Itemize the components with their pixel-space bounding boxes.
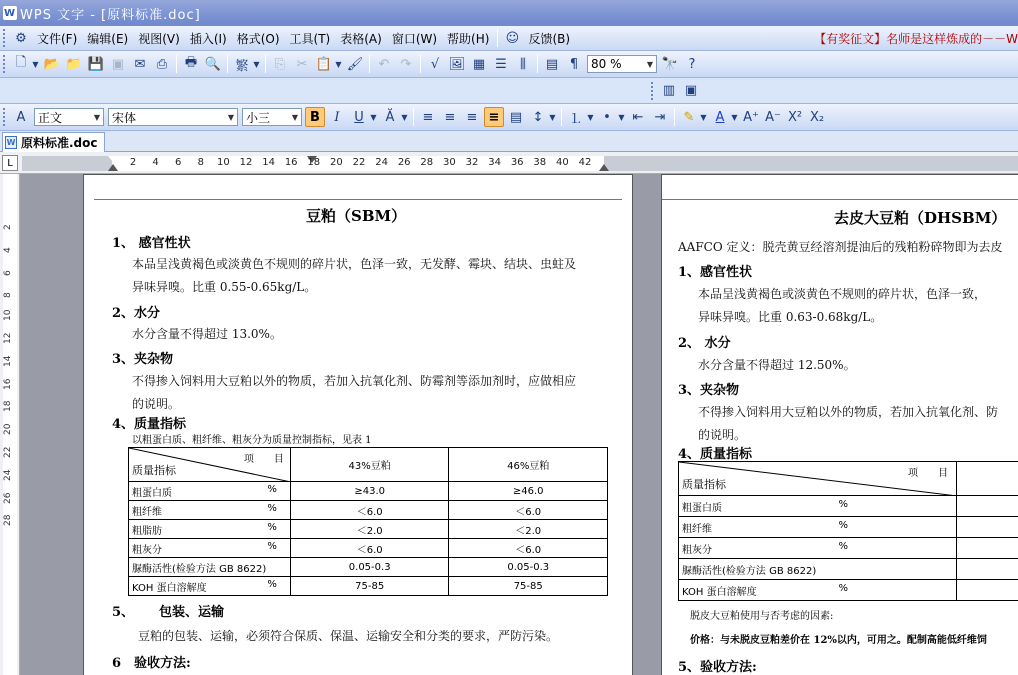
section-heading: 4、质量指标 [678,447,753,462]
body-text: 本品呈浅黄褐色或淡黄色不规则的碎片状，色泽一致，无发酵、霉块、结块、虫蛀及 [132,257,577,271]
show-marks-icon[interactable]: ¶ [569,56,579,72]
export-pdf-icon[interactable]: ⎙ [156,56,168,72]
ruler-tick-label: 20 [3,423,13,436]
superscript-icon[interactable]: X² [787,109,803,125]
corner-top-label: 项 目 [243,454,284,465]
menu-format[interactable]: 格式(O) [236,31,280,46]
char-shading-icon[interactable]: Ă [385,109,395,125]
document-canvas[interactable] [20,174,1018,675]
shrink-font-icon[interactable]: A⁻ [765,109,781,125]
table-cell [129,520,291,539]
ruler-tick-label: 28 [3,514,13,527]
send-mail-icon[interactable]: ✉ [134,56,146,72]
menu-bar [0,26,1018,51]
toolbar-grip[interactable] [3,108,7,126]
font-size-dropdown-icon[interactable]: ▼ [291,112,299,122]
ruler-tick-label: 40 [556,157,569,168]
table-cell [129,577,291,596]
traditional-chinese-icon[interactable]: 繁 [235,58,249,74]
ruler-tick-label: 24 [3,469,13,481]
toolbar-separator [176,55,177,73]
section-heading: 2、水分 [112,306,161,321]
new-dropdown-icon[interactable]: ▼ [32,59,39,69]
row-unit: % [838,519,849,531]
table-cell [679,538,957,559]
ruler-tick-label: 16 [284,157,298,168]
row-unit: % [267,578,277,590]
font-size-select[interactable] [242,108,302,126]
table-row [679,517,1018,538]
toolbar-grip[interactable] [651,82,655,100]
bullets-dropdown-icon[interactable]: ▼ [618,112,625,122]
menu-view[interactable]: 视图(V) [138,31,180,46]
row-unit: % [267,521,277,533]
body-text: 的说明。 [698,428,747,442]
row-name: 脲酶活性(检验方法 GB 8622) [132,563,267,575]
right-indent-marker[interactable] [599,164,609,171]
ruler-tick-label: 18 [307,157,321,168]
row-name: KOH 蛋白溶解度 [132,582,207,594]
toolbar-separator [674,108,675,126]
table-cell [957,496,1018,517]
align-right-icon[interactable]: ≡ [466,109,478,125]
ruler-tick-label: 38 [533,157,547,168]
definition-text: AAFCO 定义：脱壳黄豆经溶剂提油后的残粕粉碎物即为去皮 [678,240,1003,254]
window-title: WPS 文字 - [原料标准.doc] [20,7,201,23]
style-value: 正文 [38,110,63,125]
document-tab-bar [0,131,1018,152]
copy-icon[interactable]: ⎘ [274,56,286,72]
row-unit: % [267,540,277,552]
note-text: 价格：与未脱皮豆粕差价在 12%以内，可用之。配制高能低纤维饲 [690,635,987,646]
horizontal-ruler-row [0,152,1018,174]
ruler-tick-label: 30 [443,157,456,168]
toolbar-grip[interactable] [3,55,7,73]
document-page-1[interactable] [83,174,633,675]
help-icon[interactable]: ? [688,56,696,72]
italic-icon[interactable]: I [334,109,340,125]
grow-font-icon[interactable]: A⁺ [743,109,759,125]
row-name: 粗纤维 [682,523,712,535]
toolbar-separator [561,108,562,126]
table-header-row [679,462,1018,496]
table-cell: 0.05-0.3 [449,558,608,577]
body-text: 的说明。 [132,397,181,411]
menu-help[interactable]: 帮助(H) [447,31,490,46]
table-grid-icon[interactable]: ☰ [495,56,507,72]
body-text: 水分含量不得超过 13.0%。 [132,327,282,341]
body-text: 豆粕的包装、运输，必须符合保质、保温、运输安全和分类的要求，严防污染。 [138,629,559,643]
formula-icon[interactable]: √ [430,56,440,72]
ruler-tick-label: 12 [239,157,253,168]
section-heading: 2、 水分 [678,336,731,351]
row-name: 粗灰分 [682,544,712,556]
row-name: KOH 蛋白溶解度 [682,586,757,598]
ruler-tick-label: 22 [352,157,366,168]
tab-document-label: 原料标准.doc [21,136,98,150]
table-cell [957,517,1018,538]
ruler-tick-label: 4 [152,157,159,168]
menu-window[interactable]: 窗口(W) [391,31,438,46]
underline-dropdown-icon[interactable]: ▼ [370,112,377,122]
table-cell [129,558,291,577]
line-spacing-dropdown-icon[interactable]: ▼ [549,112,556,122]
vertical-ruler[interactable] [0,174,20,675]
page-header-line [662,199,1018,200]
increase-indent-icon[interactable]: ⇥ [654,109,666,125]
row-unit: % [267,502,277,514]
toolbar-separator [227,55,228,73]
zoom-dropdown-icon[interactable]: ▼ [646,59,654,69]
table-cell: ≥43.0 [290,482,449,501]
table-row [129,539,608,558]
save-icon[interactable]: 💾 [87,56,105,72]
table-cell [679,496,957,517]
paste-icon[interactable]: 📋 [315,56,333,72]
paste-dropdown-icon[interactable]: ▼ [335,59,342,69]
section-heading: 包装、运输 [159,605,225,620]
ruler-tick-label: 20 [330,157,343,168]
menu-insert[interactable]: 插入(I) [189,31,227,46]
section-heading: 3、夹杂物 [112,352,174,367]
row-name: 粗灰分 [132,544,162,556]
body-text: 不得掺入饲料用大豆粕以外的物质，若加入抗氧化剂、防 [698,405,999,419]
corner-bottom-label: 质量指标 [132,464,176,477]
insert-picture-icon[interactable]: 🖼 [448,56,466,72]
zoom-value: 80 % [591,57,622,71]
menu-tools[interactable]: 工具(T) [289,31,331,46]
quality-table [678,461,1018,601]
row-unit: % [838,498,849,510]
body-text: 异味异嗅。比重 0.55-0.65kg/L。 [132,280,317,294]
ruler-tick-label: 8 [3,292,13,299]
document-page-2[interactable] [661,174,1018,675]
body-text: 异味异嗅。比重 0.63-0.68kg/L。 [698,310,883,324]
ruler-tick-label: 16 [3,378,13,390]
table-row [129,482,608,501]
table-corner-cell [679,462,957,496]
style-dropdown-icon[interactable]: ▼ [93,112,101,122]
quality-table [128,447,608,596]
secondary-toolbar [0,78,1018,104]
table-row [129,558,608,577]
table-cell: ＜2.0 [290,520,449,539]
bullets-icon[interactable]: • [603,109,611,125]
ruler-tick-label: 42 [578,157,592,168]
decrease-indent-icon[interactable]: ⇤ [632,109,644,125]
ruler-tick-label: 6 [3,269,13,276]
table-cell [957,538,1018,559]
ruler-tick-label: 14 [262,157,275,168]
section-heading: 1、感官性状 [678,265,753,280]
print-preview-icon[interactable]: 🔍 [204,56,222,72]
table-header-row [129,448,608,482]
ruler-tick-label: 34 [488,157,501,168]
table-header-cell: 46%豆粕 [449,448,608,482]
body-text: 水分含量不得超过 12.50%。 [698,358,856,372]
undo-icon[interactable]: ↶ [378,56,390,72]
font-color-icon[interactable]: A [715,109,725,125]
insert-table-icon[interactable]: ▦ [472,56,486,72]
menu-feedback[interactable]: 反馈(B) [528,31,571,46]
ruler-tick-label: 18 [3,400,13,413]
table-cell: 75-85 [449,577,608,596]
highlight-icon[interactable]: ✎ [683,109,695,125]
table-cell [957,559,1018,580]
row-name: 粗脂肪 [132,525,162,537]
ruler-tick-label: 14 [3,355,13,367]
row-unit: % [267,483,277,495]
ruler-tick-label: 10 [217,157,230,168]
menu-table[interactable]: 表格(A) [340,31,382,46]
ruler-tick-label: 26 [3,492,13,504]
table-header-cell: 43%豆粕 [290,448,449,482]
corner-bottom-label: 质量指标 [682,478,726,491]
open-recent-icon[interactable]: 📁 [65,56,83,72]
menu-edit[interactable]: 编辑(E) [87,31,129,46]
ruler-tick-label: 6 [175,157,182,168]
align-left-icon[interactable]: ≡ [422,109,434,125]
font-select[interactable] [108,108,238,126]
table-header-cell [957,462,1018,496]
numbering-icon[interactable]: ⒈ [569,111,583,127]
toolbar-separator [265,55,266,73]
section-heading: 5、验收方法: [678,660,757,675]
tab-document[interactable] [2,132,105,152]
ruler-tick-label: 22 [3,446,13,458]
page-title: 去皮大豆粕（DHSBM） [834,209,1007,227]
section-heading: 1、 感官性状 [112,236,191,251]
highlight-dropdown-icon[interactable]: ▼ [700,112,707,122]
paragraph-layout-icon[interactable]: ▥ [662,83,676,98]
ruler-tick-label: 24 [375,157,388,168]
table-caption: 以粗蛋白质、粗纤维、粗灰分为质量控制指标，见表 1 [132,435,372,446]
print-icon[interactable]: 🖶 [184,55,198,70]
app-menu-icon[interactable]: ⚙ [15,30,27,46]
section-heading: 3、夹杂物 [678,383,740,398]
line-spacing-icon[interactable]: ↕ [532,109,544,125]
save-all-icon[interactable]: ▣ [111,56,125,72]
table-row [129,501,608,520]
horizontal-ruler[interactable] [22,156,1018,171]
table-cell: 0.05-0.3 [290,558,449,577]
subscript-icon[interactable]: X₂ [809,109,825,125]
table-cell [679,580,957,601]
table-cell: ＜6.0 [290,501,449,520]
body-text: 本品呈浅黄褐色或淡黄色不规则的碎片状，色泽一致， [698,287,987,301]
section-heading: 6 验收方法: [112,656,191,671]
new-document-icon[interactable]: 🗋 [15,55,27,70]
ruler-tick-label: 32 [465,157,479,168]
style-select[interactable] [34,108,104,126]
ruler-tick-label: 12 [3,332,13,344]
underline-icon[interactable]: U [354,109,364,125]
page-title: 豆粕（SBM） [306,207,407,225]
row-name: 粗纤维 [132,506,162,518]
traditional-dropdown-icon[interactable]: ▼ [253,59,260,69]
table-corner-cell [129,448,291,482]
page-header-line [94,199,622,200]
section-heading: 4、质量指标 [112,417,187,432]
font-color-dropdown-icon[interactable]: ▼ [731,112,738,122]
formatting-toolbar [0,104,1018,131]
table-row [679,580,1018,601]
char-shading-dropdown-icon[interactable]: ▼ [401,112,408,122]
ruler-tick-label: 36 [510,157,524,168]
title-bar [0,0,1018,26]
bold-icon[interactable]: B [305,107,325,127]
document-map-icon[interactable]: ▤ [545,56,559,72]
promo-notice-link[interactable]: 【有奖征文】名师是这样炼成的－－W [814,31,1018,46]
ruler-tick-label: 2 [3,224,13,230]
table-row [679,496,1018,517]
ruler-tick-label: 26 [397,157,411,168]
table-row [679,559,1018,580]
row-name: 粗蛋白质 [132,487,172,499]
ruler-tick-label: 2 [129,157,137,168]
table-cell [679,559,957,580]
font-size-value: 小三 [246,110,271,125]
open-folder-icon[interactable]: 📂 [43,56,61,72]
document-icon: W [6,138,16,147]
redo-icon[interactable]: ↷ [400,56,412,72]
note-text: 脱皮大豆粕使用与否考虑的因素: [690,611,834,622]
numbering-dropdown-icon[interactable]: ▼ [587,112,594,122]
font-dropdown-icon[interactable]: ▼ [227,112,235,122]
table-cell [679,517,957,538]
font-value: 宋体 [112,110,137,125]
row-name: 脲酶活性(检验方法 GB 8622) [682,565,817,577]
row-unit: % [838,540,849,552]
wps-app-icon[interactable]: W [3,7,17,19]
standard-toolbar [0,51,1018,78]
toolbar-separator [413,108,414,126]
toolbar-separator [537,55,538,73]
cut-icon[interactable]: ✂ [296,56,308,72]
align-center-icon[interactable]: ≡ [444,109,456,125]
menu-file[interactable]: 文件(F) [37,31,78,46]
table-cell: ＜2.0 [449,520,608,539]
table-cell [957,580,1018,601]
table-cell: ＜6.0 [449,501,608,520]
tab-stop-selector[interactable]: L [2,155,18,171]
section-number: 5、 [112,605,135,620]
toolbar-grip[interactable] [3,29,7,47]
table-row [129,577,608,596]
table-cell: ≥46.0 [449,482,608,501]
distributed-align-icon[interactable]: ▤ [509,109,523,125]
ruler-tick-label: 4 [3,247,13,253]
row-name: 粗蛋白质 [682,502,722,514]
table-cell: ＜6.0 [290,539,449,558]
columns-icon[interactable]: ⫼ [520,56,526,72]
table-row [129,520,608,539]
table-cell [129,539,291,558]
align-justify-icon[interactable]: ≡ [484,107,504,127]
text-box-icon[interactable]: ▣ [684,83,698,98]
menu-separator [497,29,498,47]
feedback-icon[interactable]: ☺ [505,30,520,46]
ruler-tick-label: 28 [420,157,434,168]
left-indent-marker[interactable] [108,164,118,171]
ruler-tick-label: 10 [3,309,13,322]
table-cell [129,501,291,520]
corner-top-label: 项 目 [908,468,948,479]
table-cell: ＜6.0 [449,539,608,558]
table-cell: 75-85 [290,577,449,596]
table-cell [129,482,291,501]
row-unit: % [838,582,849,594]
first-line-indent-marker[interactable] [108,156,118,162]
format-painter-icon[interactable]: 🖌 [346,56,364,72]
ruler-tick-label: 8 [197,157,204,168]
styles-pane-icon[interactable]: A [16,109,26,125]
table-row [679,538,1018,559]
zoom-select[interactable] [587,55,657,73]
body-text: 不得掺入饲料用大豆粕以外的物质，若加入抗氧化剂、防霉剂等添加剂时，应做相应 [132,374,577,388]
find-binoculars-icon[interactable]: 🔭 [661,56,679,72]
toolbar-separator [420,55,421,73]
toolbar-separator [369,55,370,73]
